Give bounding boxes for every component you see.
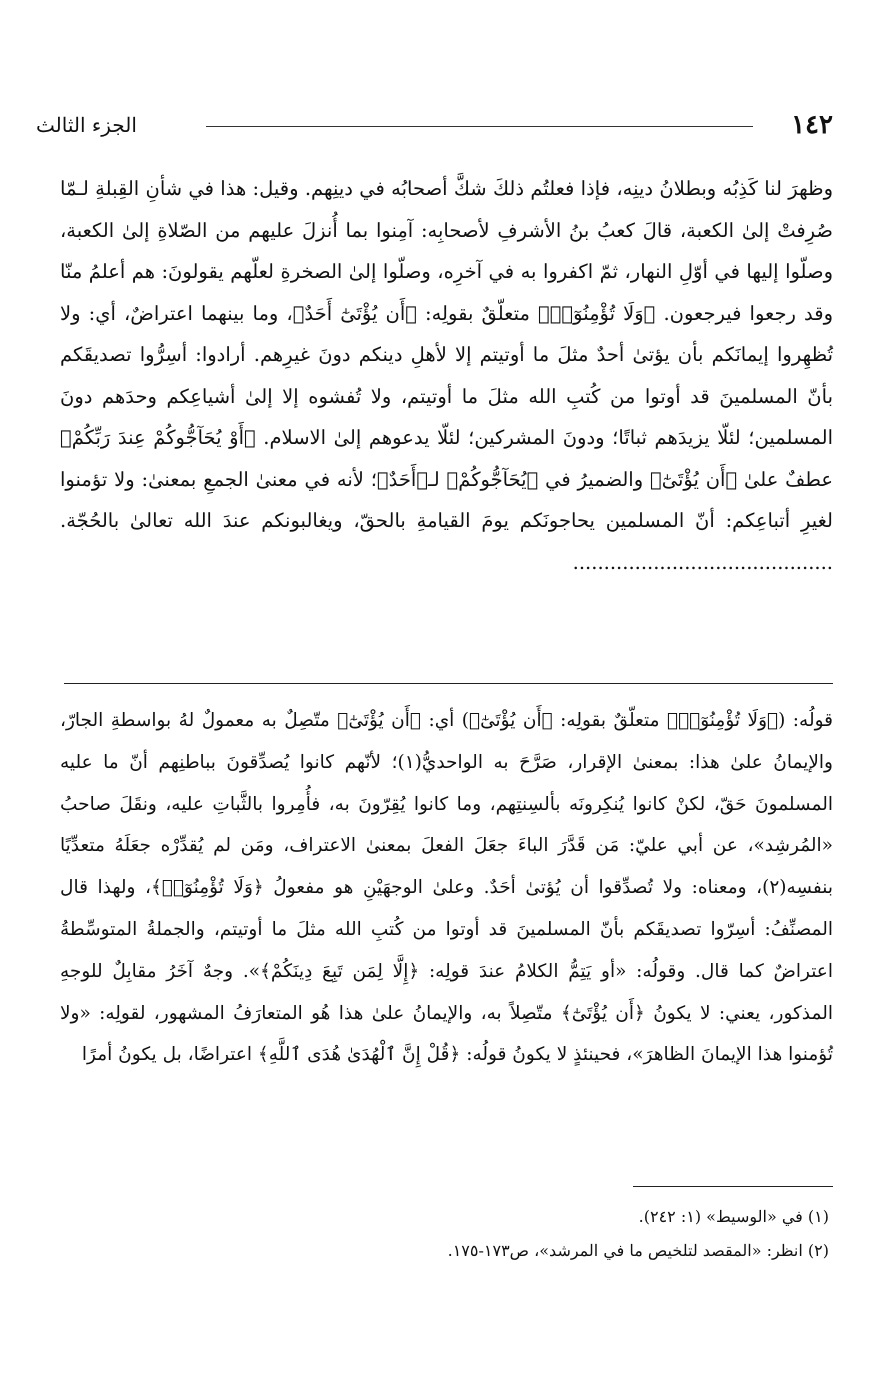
commentary-separator bbox=[64, 683, 833, 684]
header-rule bbox=[206, 126, 753, 127]
footnotes bbox=[60, 1200, 829, 1268]
footnote-2: (٢) انظر: «المقصد لتلخيص ما في المرشد»، ص١٧٣-١٧٥. bbox=[447, 1241, 829, 1260]
page-header bbox=[36, 110, 833, 144]
main-paragraph: وظهرَ لنا كَذِبُه وبطلانُ دينِه، فإذا فعلتُم ذلكَ شكَّ أصحابُه في دينِهم. وقيل: هذا في شأنِ القِبلةِ لـمّا صُرِفتْ إلىٰ الكعبة، قالَ كعبُ بنُ الأشرفِ لأصحابِه: آمِنوا بما أُنزلَ عليهم من الصّلاةِ إلىٰ الكعبة، وصلّوا إليها في أوّلِ النهار، ثمّ اكفروا به في آخرِه، وصلّوا إلىٰ الصخرةِ لعلّهم يقولونَ: هم أعلمُ منّا وقد رجعوا فيرجعون. ﴿وَلَا تُؤْمِنُوٓا۟﴾ متعلّقٌ بقولِه: ﴿أَن يُؤْتَىٰٓ أَحَدٌ﴾، وما بينهما اعتراضٌ، أي: ولا تُظهِروا إيمانَكم بأن يؤتىٰ أحدٌ مثلَ ما أوتيتم إلا لأهلِ دينكم دونَ غيرِهم. أرادوا: أسِرُّوا تصديقَكم بأنّ المسلمينَ قد أوتوا من كُتبِ الله مثلَ ما أوتيتم، ولا تُفشوه إلا إلىٰ أشياعِكم وحدَهم دونَ المسلمين؛ لئلّا يزيدَهم ثباتًا؛ ودونَ المشركين؛ لئلّا يدعوهم إلىٰ الاسلام. ﴿أَوْ يُحَآجُّوكُمْ عِندَ رَبِّكُمْ﴾ عطفٌ علىٰ ﴿أَن يُؤْتَىٰٓ﴾ والضميرُ في ﴿يُحَآجُّوكُمْ﴾ لـ﴿أَحَدٌ﴾؛ لأنه في معنىٰ الجمعِ بمعنىٰ: ولا تؤمنوا لغيرِ أتباعِكم: أنّ المسلمين يحاجونَكم يومَ القيامةِ بالحقّ، ويغالبونكم عندَ الله تعالىٰ بالحُجّة. .......................................... bbox=[60, 177, 833, 574]
footnote-rule bbox=[633, 1186, 833, 1187]
commentary-text bbox=[60, 700, 833, 1076]
page-number: ١٤٢ bbox=[791, 110, 833, 140]
main-text bbox=[60, 168, 833, 583]
commentary-paragraph: قولُه: (﴿وَلَا تُؤْمِنُوٓا۟﴾ متعلّقٌ بقولِه: ﴿أَن يُؤْتَىٰٓ﴾) أي: ﴿أَن يُؤْتَىٰٓ﴾ متّصِلٌ به معمولٌ لهُ بواسطةِ الجارّ، والإيمانُ علىٰ هذا: بمعنىٰ الإقرار، صَرَّحَ به الواحديُّ(١)؛ لأنّهم كانوا يُصدِّقونَ بباطنِهم أنّ ما عليه المسلمونَ حَقّ، لكنْ كانوا يُنكِرونَه بألسِنتِهم، وما كانوا يُقِرّونَ به، فأُمِروا بالثَّباتِ عليه، ونقَلَ صاحبُ «المُرشِد»، عن أبي عليّ: مَن قَدَّرَ الباءَ جعَلَ الفعلَ بمعنىٰ الاعتراف، ومَن لم يُقدِّرْه جعَلَهُ متعدِّيًا بنفسِه(٢)، ومعناه: ولا تُصدِّقوا أن يُؤتىٰ أحَدٌ. وعلىٰ الوجهَيْنِ هو مفعولُ ﴿وَلَا تُؤْمِنُوٓا۟﴾، ولهذا قال المصنِّفُ: أسِرّوا تصديقَكم بأنّ المسلمينَ قد أوتوا من كُتبِ الله مثلَ ما أوتيتم، والجملةُ المتوسِّطةُ اعتراضٌ كما قال. وقولُه: «أو يَتِمُّ الكلامُ عندَ قولِه: ﴿إِلَّا لِمَن تَبِعَ دِينَكُمْ﴾». وجهٌ آخَرُ مقابِلٌ للوجهِ المذكور، يعني: لا يكونُ ﴿أَن يُؤْتَىٰٓ﴾ متّصِلاً به، والإيمانُ علىٰ هذا هُو المتعارَفُ المشهور، لقولِه: «ولا تُؤمنوا هذا الإيمانَ الظاهرَ»، فحينئذٍ لا يكونُ قولُه: ﴿قُلْ إِنَّ ٱلْهُدَىٰ هُدَى ٱللَّهِ﴾ اعتراضًا، بل يكونُ أمرًا bbox=[60, 710, 833, 1066]
section-title: الجزء الثالث bbox=[36, 113, 137, 137]
footnote-1: (١) في «الوسيط» (١: ٢٤٢). bbox=[638, 1207, 829, 1226]
